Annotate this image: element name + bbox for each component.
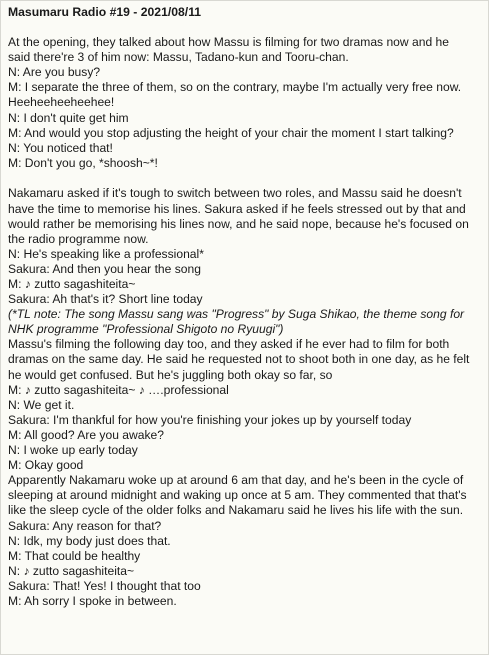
text-line: sleeping at around midnight and waking up once at 5 am. They commented that that's: [8, 488, 467, 503]
text-line: M: Ah sorry I spoke in between.: [8, 593, 177, 608]
paragraph-1: [8, 35, 483, 171]
text-line: N: I don't quite get him: [8, 110, 129, 125]
document: [8, 5, 483, 609]
text-line: M: Okay good: [8, 458, 84, 473]
document-title: Masumaru Radio #19 - 2021/08/11: [8, 5, 202, 19]
text-line: N: Idk, my body just does that.: [8, 533, 171, 548]
text-line: Heeheeheeheehee!: [8, 95, 115, 110]
text-line: the radio programme now.: [8, 231, 149, 246]
text-line: M: All good? Are you awake?: [8, 427, 164, 442]
text-line: M: ♪ zutto sagashiteita~: [8, 277, 136, 291]
text-line: Sakura: That! Yes! I thought that too: [8, 578, 201, 593]
translator-note-line: NHK programme "Professional Shigoto no Ryuugi"): [8, 322, 284, 337]
text-line: dramas on the same day. He said he requested not to shoot both in one day, as he felt: [8, 352, 470, 367]
text-line: N: He's speaking like a professional*: [8, 246, 204, 261]
text-line: N: We get it.: [8, 397, 75, 412]
text-line: Massu's filming the following day too, and they asked if he ever had to film for both: [8, 337, 450, 352]
text-line: At the opening, they talked about how Massu is filming for two dramas now and he: [8, 35, 449, 50]
text-line: said there're 3 of him now: Massu, Tadano-kun and Tooru-chan.: [8, 50, 349, 65]
text-line: Sakura: I'm thankful for how you're finishing your jokes up by yourself today: [8, 412, 412, 427]
text-line: would rather be memorising his lines now, and he said nope, because he's focused on: [8, 216, 469, 231]
text-line: N: I woke up early today: [8, 443, 138, 458]
text-line: M: That could be healthy: [8, 548, 141, 563]
translator-note-line: (*TL note: The song Massu sang was "Progress" by Suga Shikao, the theme song for: [8, 307, 465, 322]
text-line: M: ♪ zutto sagashiteita~ ♪ ….professional: [8, 382, 229, 397]
paragraph-2: [8, 186, 483, 609]
text-line: Sakura: And then you hear the song: [8, 261, 201, 276]
text-line: N: You noticed that!: [8, 140, 113, 155]
text-line: Apparently Nakamaru woke up at around 6 am that day, and he's been in the cycle of: [8, 473, 464, 488]
text-line: have the time to memorise his lines. Sakura asked if he feels stressed out by that and: [8, 201, 466, 216]
text-line: he would get confused. But he's juggling both okay so far, so: [8, 367, 333, 382]
text-line: M: And would you stop adjusting the height of your chair the moment I start talking?: [8, 125, 454, 140]
text-line: N: ♪ zutto sagashiteita~: [8, 563, 135, 578]
text-line: like the sleep cycle of the older folks and Nakamaru said he lives his life with the sun.: [8, 503, 464, 518]
text-line: M: I separate the three of them, so on the contrary, maybe I'm actually very free now.: [8, 80, 462, 95]
text-line: Sakura: Any reason for that?: [8, 518, 162, 533]
text-line: Sakura: Ah that's it? Short line today: [8, 292, 203, 307]
text-line: M: Don't you go, *shoosh~*!: [8, 155, 158, 170]
text-line: N: Are you busy?: [8, 65, 101, 80]
text-line: Nakamaru asked if it's tough to switch between two roles, and Massu said he doesn't: [8, 186, 462, 201]
